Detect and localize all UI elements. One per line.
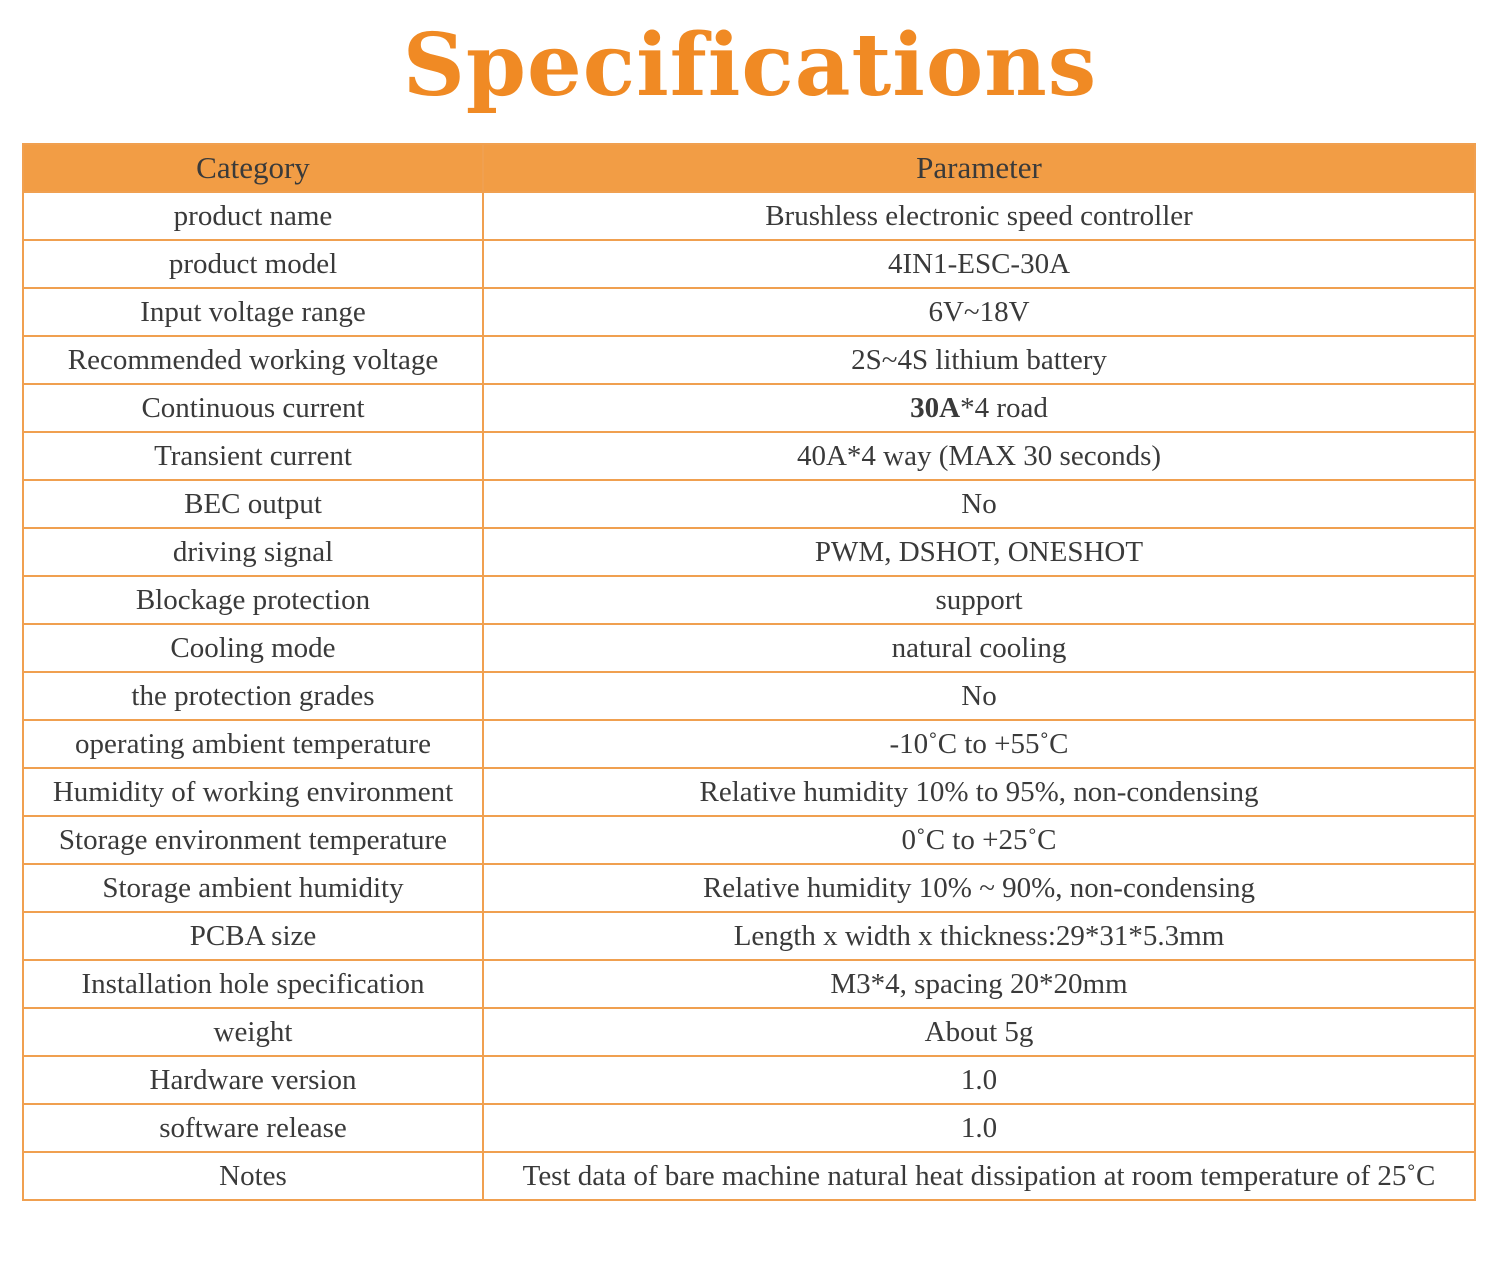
parameter-cell: 40A*4 way (MAX 30 seconds) — [483, 432, 1475, 480]
category-cell: Humidity of working environment — [23, 768, 483, 816]
category-cell: product model — [23, 240, 483, 288]
table-row — [23, 624, 1475, 672]
category-cell: PCBA size — [23, 912, 483, 960]
table-row — [23, 864, 1475, 912]
category-cell: Continuous current — [23, 384, 483, 432]
category-cell: the protection grades — [23, 672, 483, 720]
parameter-rest-value: *4 road — [960, 391, 1048, 424]
table-row — [23, 288, 1475, 336]
parameter-cell: 1.0 — [483, 1056, 1475, 1104]
parameter-cell: No — [483, 480, 1475, 528]
parameter-cell: support — [483, 576, 1475, 624]
parameter-cell: 1.0 — [483, 1104, 1475, 1152]
parameter-cell — [483, 384, 1475, 432]
category-cell: software release — [23, 1104, 483, 1152]
page-title: Specifications — [402, 15, 1098, 116]
table-row — [23, 816, 1475, 864]
category-cell: driving signal — [23, 528, 483, 576]
category-cell: Transient current — [23, 432, 483, 480]
table-row — [23, 336, 1475, 384]
parameter-cell: Brushless electronic speed controller — [483, 192, 1475, 240]
table-row — [23, 720, 1475, 768]
parameter-cell: 4IN1-ESC-30A — [483, 240, 1475, 288]
category-cell: Installation hole specification — [23, 960, 483, 1008]
parameter-cell: PWM, DSHOT, ONESHOT — [483, 528, 1475, 576]
category-cell: operating ambient temperature — [23, 720, 483, 768]
parameter-cell: 2S~4S lithium battery — [483, 336, 1475, 384]
category-cell: Storage environment temperature — [23, 816, 483, 864]
parameter-cell: Relative humidity 10% ~ 90%, non-condensing — [483, 864, 1475, 912]
category-cell: Storage ambient humidity — [23, 864, 483, 912]
table-row — [23, 1056, 1475, 1104]
category-cell: weight — [23, 1008, 483, 1056]
parameter-cell: About 5g — [483, 1008, 1475, 1056]
parameter-cell: M3*4, spacing 20*20mm — [483, 960, 1475, 1008]
table-header-row — [23, 144, 1475, 192]
category-cell: BEC output — [23, 480, 483, 528]
parameter-bold-value: 30A — [910, 391, 961, 424]
table-row — [23, 768, 1475, 816]
table-row — [23, 240, 1475, 288]
table-row — [23, 384, 1475, 432]
category-cell: Blockage protection — [23, 576, 483, 624]
table-row — [23, 1008, 1475, 1056]
table-row — [23, 672, 1475, 720]
category-cell: Notes — [23, 1152, 483, 1200]
parameter-cell: -10˚C to +55˚C — [483, 720, 1475, 768]
header-parameter: Parameter — [483, 144, 1475, 192]
category-cell: Input voltage range — [23, 288, 483, 336]
table-row — [23, 1152, 1475, 1200]
table-row — [23, 960, 1475, 1008]
parameter-cell: 6V~18V — [483, 288, 1475, 336]
category-cell: Cooling mode — [23, 624, 483, 672]
category-cell: product name — [23, 192, 483, 240]
parameter-cell: Length x width x thickness:29*31*5.3mm — [483, 912, 1475, 960]
parameter-cell: natural cooling — [483, 624, 1475, 672]
parameter-cell: No — [483, 672, 1475, 720]
table-row — [23, 576, 1475, 624]
table-row — [23, 1104, 1475, 1152]
header-category: Category — [23, 144, 483, 192]
parameter-cell: Test data of bare machine natural heat dissipation at room temperature of 25˚C — [483, 1152, 1475, 1200]
parameter-cell: Relative humidity 10% to 95%, non-condensing — [483, 768, 1475, 816]
table-row — [23, 480, 1475, 528]
specifications-table — [22, 143, 1476, 1201]
category-cell: Hardware version — [23, 1056, 483, 1104]
category-cell: Recommended working voltage — [23, 336, 483, 384]
table-row — [23, 192, 1475, 240]
table-row — [23, 528, 1475, 576]
table-row — [23, 432, 1475, 480]
table-row — [23, 912, 1475, 960]
parameter-cell: 0˚C to +25˚C — [483, 816, 1475, 864]
